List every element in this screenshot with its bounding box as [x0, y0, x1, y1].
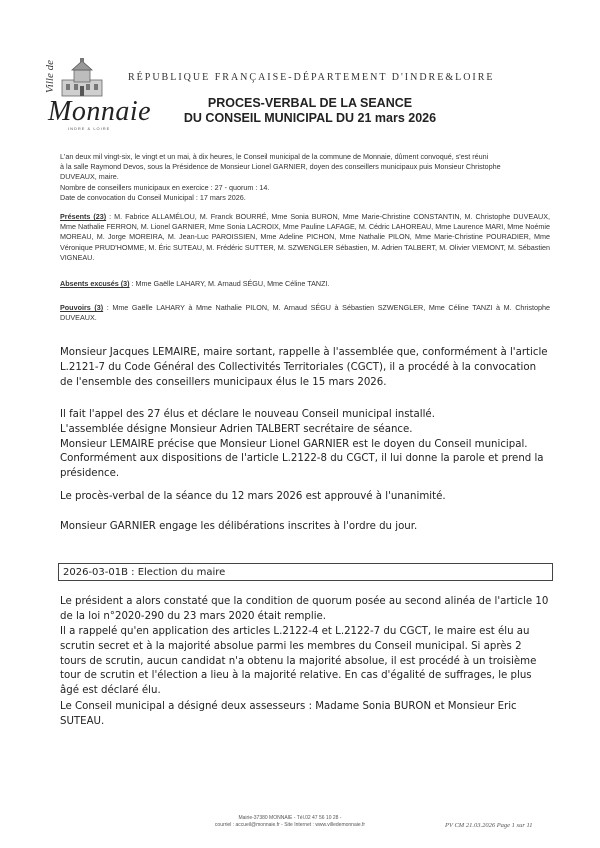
section-title: 2026-03-01B : Election du maire — [63, 566, 226, 578]
paragraph-text: Le président a alors constaté que la condition de quorum posée au second alinéa de l'article 10 de la loi n°2020-290 du 23 mars 2020 était remplie. — [60, 596, 549, 622]
footer-address: Mairie-37380 MONNAIE - Tél.02 47 56 10 28 - — [238, 815, 342, 821]
body-paragraph-1 — [60, 346, 550, 390]
paragraph-text: Monsieur LEMAIRE précise que Monsieur Lionel GARNIER est le doyen du Conseil municipal. Conformément aux dispositions de l'article L.2122-8 du CGCT, il lui donne la parole et prend la présidence. — [60, 438, 544, 480]
logo-ville-text: Ville de — [44, 60, 56, 94]
absents-label: Absents excusés (3) — [60, 279, 130, 288]
document-title: PROCES-VERBAL DE LA SEANCE — [207, 96, 413, 110]
body-paragraph-2 — [60, 408, 550, 482]
paragraph-text: L'assemblée désigne Monsieur Adrien TALBERT secrétaire de séance. — [60, 423, 413, 435]
paragraph-text: Il a rappelé qu'en application des articles L.2122-4 et L.2122-7 du CGCT, le maire est élu au scrutin secret et à la majorité absolue parmi les membres du Conseil municipal. Si après 2 tours de scrutin, aucun candidat n'a obtenu la majorité absolue, il est procédé à un troisième tour de scrutin et l'élection a lieu à la majorité relative. En cas d'égalité de suffrages, le plus âgé est déclaré élu. — [60, 626, 537, 697]
section-header — [58, 563, 553, 581]
town-logo — [42, 58, 152, 131]
section-paragraph-2 — [60, 625, 550, 699]
town-hall-icon — [54, 58, 110, 98]
intro-line: à la salle Raymond Devos, sous la Présidence de Monsieur Lionel GARNIER, doyen des conseillers municipaux puis Monsieur Christophe — [60, 162, 501, 172]
section-paragraph-3 — [60, 700, 550, 730]
logo-subtitle: INDRE & LOIRE — [68, 126, 111, 131]
section-paragraph-1 — [60, 595, 550, 625]
intro-line: DUVEAUX, maire. — [60, 172, 119, 182]
footer-contact: courriel : accueil@monnaie.fr - Site Internet : www.villedemonnaie.fr — [214, 822, 366, 828]
pouvoirs-text: : Mme Gaëlle LAHARY à Mme Nathalie PILON, M. Arnaud SÉGU à Sébastien SZWENGLER, Mme Céline TANZI à M. Christophe DUVEAUX. — [60, 303, 550, 323]
republic-header: RÉPUBLIQUE FRANÇAISE-DÉPARTEMENT D'INDRE&LOIRE — [128, 72, 495, 83]
intro-line: Date de convocation du Conseil Municipal : 17 mars 2026. — [60, 192, 246, 202]
paragraph-text: Monsieur Jacques LEMAIRE, maire sortant, rappelle à l'assemblée que, conformément à l'article L.2121-7 du Code Général des Collectivités Territoriales (CGCT), il a procédé à la convocation de l'ensemble des conseillers municipaux élus le 15 mars 2026. — [60, 347, 548, 388]
presents-block — [60, 212, 550, 263]
presents-label: Présents (23) — [60, 212, 107, 221]
footer-page-info: PV CM 21.03.2026 Page 1 sur 11 — [445, 822, 533, 829]
presents-text: : M. Fabrice ALLAMÉLOU, M. Franck BOURRÉ, Mme Sonia BURON, Mme Marie-Christine CONSTANTIN, M. Christophe DUVEAUX, Mme Nathalie FERRON, M. Lionel GARNIER, Mme Sonia LACROIX, Mme Pauline LAFAGE, M. Cédric LAHOREAU, Mme Laurence MARI, Mme Noémie MOREAU, M. Jorge MOREIRA, M. Jean-Luc PAROISSIEN, Mme Adeline PICHON, Mme Nathalie PILON, Mme Marie-Christine POURADIER, Mme Véronique PRUD'HOMME, M. Éric SUTEAU, M. Frédéric SUTTER, M. SZWENGLER Sébastien, M. Adrien TALBERT, M. Olivier VIEMONT, M. Sébastien VIGNEAU. — [60, 212, 550, 262]
intro-line: Nombre de conseillers municipaux en exercice : 27 - quorum : 14. — [60, 182, 270, 192]
paragraph-text: Le Conseil municipal a désigné deux assesseurs : Madame Sonia BURON et Monsieur Eric SUTEAU. — [60, 701, 517, 727]
paragraph-text: Le procès-verbal de la séance du 12 mars 2026 est approuvé à l'unanimité. — [60, 491, 446, 502]
body-paragraph-3 — [60, 490, 550, 505]
pouvoirs-block — [60, 303, 550, 323]
logo-name: Monnaie — [48, 96, 152, 127]
paragraph-text: Monsieur GARNIER engage les délibérations inscrites à l'ordre du jour. — [60, 521, 418, 532]
body-paragraph-4 — [60, 520, 550, 535]
document-subtitle: DU CONSEIL MUNICIPAL DU 21 mars 2026 — [183, 111, 437, 125]
intro-line: L'an deux mil vingt-six, le vingt et un mai, à dix heures, le Conseil municipal de la commune de Monnaie, dûment convoqué, s'est réuni — [60, 152, 489, 161]
intro-block — [60, 152, 550, 203]
absents-block — [60, 279, 550, 289]
pouvoirs-label: Pouvoirs (3) — [60, 303, 104, 312]
absents-text: : Mme Gaëlle LAHARY, M. Arnaud SÉGU, Mme Céline TANZI. — [129, 279, 330, 288]
paragraph-text: Il fait l'appel des 27 élus et déclare le nouveau Conseil municipal installé. — [60, 409, 435, 420]
